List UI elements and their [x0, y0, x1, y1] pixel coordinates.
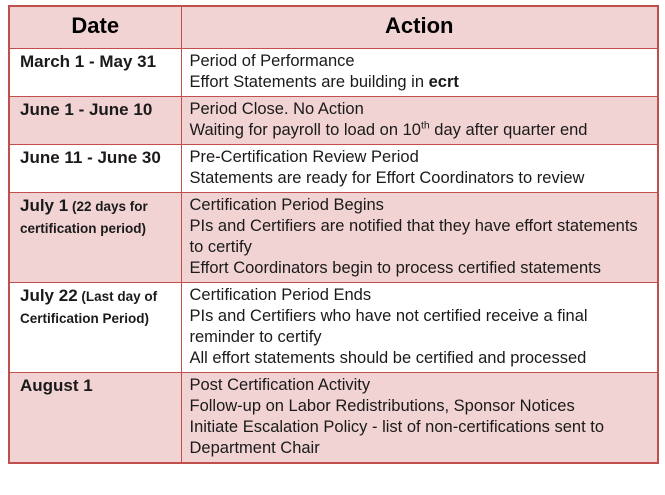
action-text: Certification Period Ends	[189, 286, 372, 304]
action-line	[190, 417, 650, 459]
action-line	[190, 306, 650, 348]
action-text: Waiting for payroll to load on 10	[189, 121, 421, 139]
action-column-header: Action	[181, 6, 658, 49]
action-cell	[181, 193, 658, 283]
action-text: Period of Performance	[189, 52, 355, 70]
action-line	[190, 285, 650, 306]
action-line	[190, 195, 650, 216]
action-text: day after quarter end	[429, 121, 588, 139]
table-body	[9, 49, 658, 464]
table-row	[9, 49, 658, 97]
action-text-bold: ecrt	[428, 73, 459, 91]
date-cell	[9, 49, 181, 97]
action-text: Follow-up on Labor Redistributions, Sponsor Notices	[189, 397, 575, 415]
table-header	[9, 6, 658, 49]
action-line	[190, 375, 650, 396]
action-text: Pre-Certification Review Period	[189, 148, 419, 166]
action-cell	[181, 49, 658, 97]
date-cell	[9, 145, 181, 193]
action-line	[190, 258, 650, 279]
date-main-text: July 22	[20, 286, 78, 305]
action-text: Effort Coordinators begin to process certified statements	[189, 259, 601, 277]
action-text: Post Certification Activity	[189, 376, 371, 394]
action-text: Statements are ready for Effort Coordinators to review	[189, 169, 585, 187]
date-cell	[9, 97, 181, 145]
action-text: All effort statements should be certified and processed	[189, 349, 587, 367]
date-main-text: August 1	[20, 376, 93, 395]
date-main-text: June 1 - June 10	[20, 100, 153, 119]
date-main-text: June 11 - June 30	[20, 148, 161, 167]
action-line	[190, 51, 650, 72]
action-text: Certification Period Begins	[189, 196, 384, 214]
action-line	[190, 348, 650, 369]
action-text: Effort Statements are building in	[189, 73, 429, 91]
date-cell	[9, 193, 181, 283]
action-line	[190, 216, 650, 258]
action-cell	[181, 373, 658, 464]
action-text: Period Close. No Action	[189, 100, 364, 118]
action-line	[190, 99, 650, 120]
action-line	[190, 120, 650, 141]
table-row	[9, 283, 658, 373]
date-column-header: Date	[9, 6, 181, 49]
date-note-text: (22 days for certification period)	[20, 199, 148, 236]
date-cell	[9, 283, 181, 373]
table-row	[9, 145, 658, 193]
table-row	[9, 97, 658, 145]
header-row	[9, 6, 658, 49]
date-main-text: March 1 - May 31	[20, 52, 157, 71]
date-main-text: July 1	[20, 196, 69, 215]
date-note-text: (Last day of Certification Period)	[20, 289, 158, 326]
action-line	[190, 72, 650, 93]
action-cell	[181, 97, 658, 145]
action-cell	[181, 283, 658, 373]
action-text-superscript: th	[420, 119, 430, 132]
table-row	[9, 193, 658, 283]
action-text: PIs and Certifiers are notified that they have effort statements to certify	[189, 217, 638, 256]
table-row	[9, 373, 658, 464]
action-line	[190, 396, 650, 417]
action-text: PIs and Certifiers who have not certified receive a final reminder to certify	[189, 307, 588, 346]
action-line	[190, 168, 650, 189]
effort-schedule-table	[8, 5, 659, 464]
action-text: Initiate Escalation Policy - list of non-certifications sent to Department Chair	[189, 418, 605, 457]
date-cell	[9, 373, 181, 464]
action-line	[190, 147, 650, 168]
action-cell	[181, 145, 658, 193]
